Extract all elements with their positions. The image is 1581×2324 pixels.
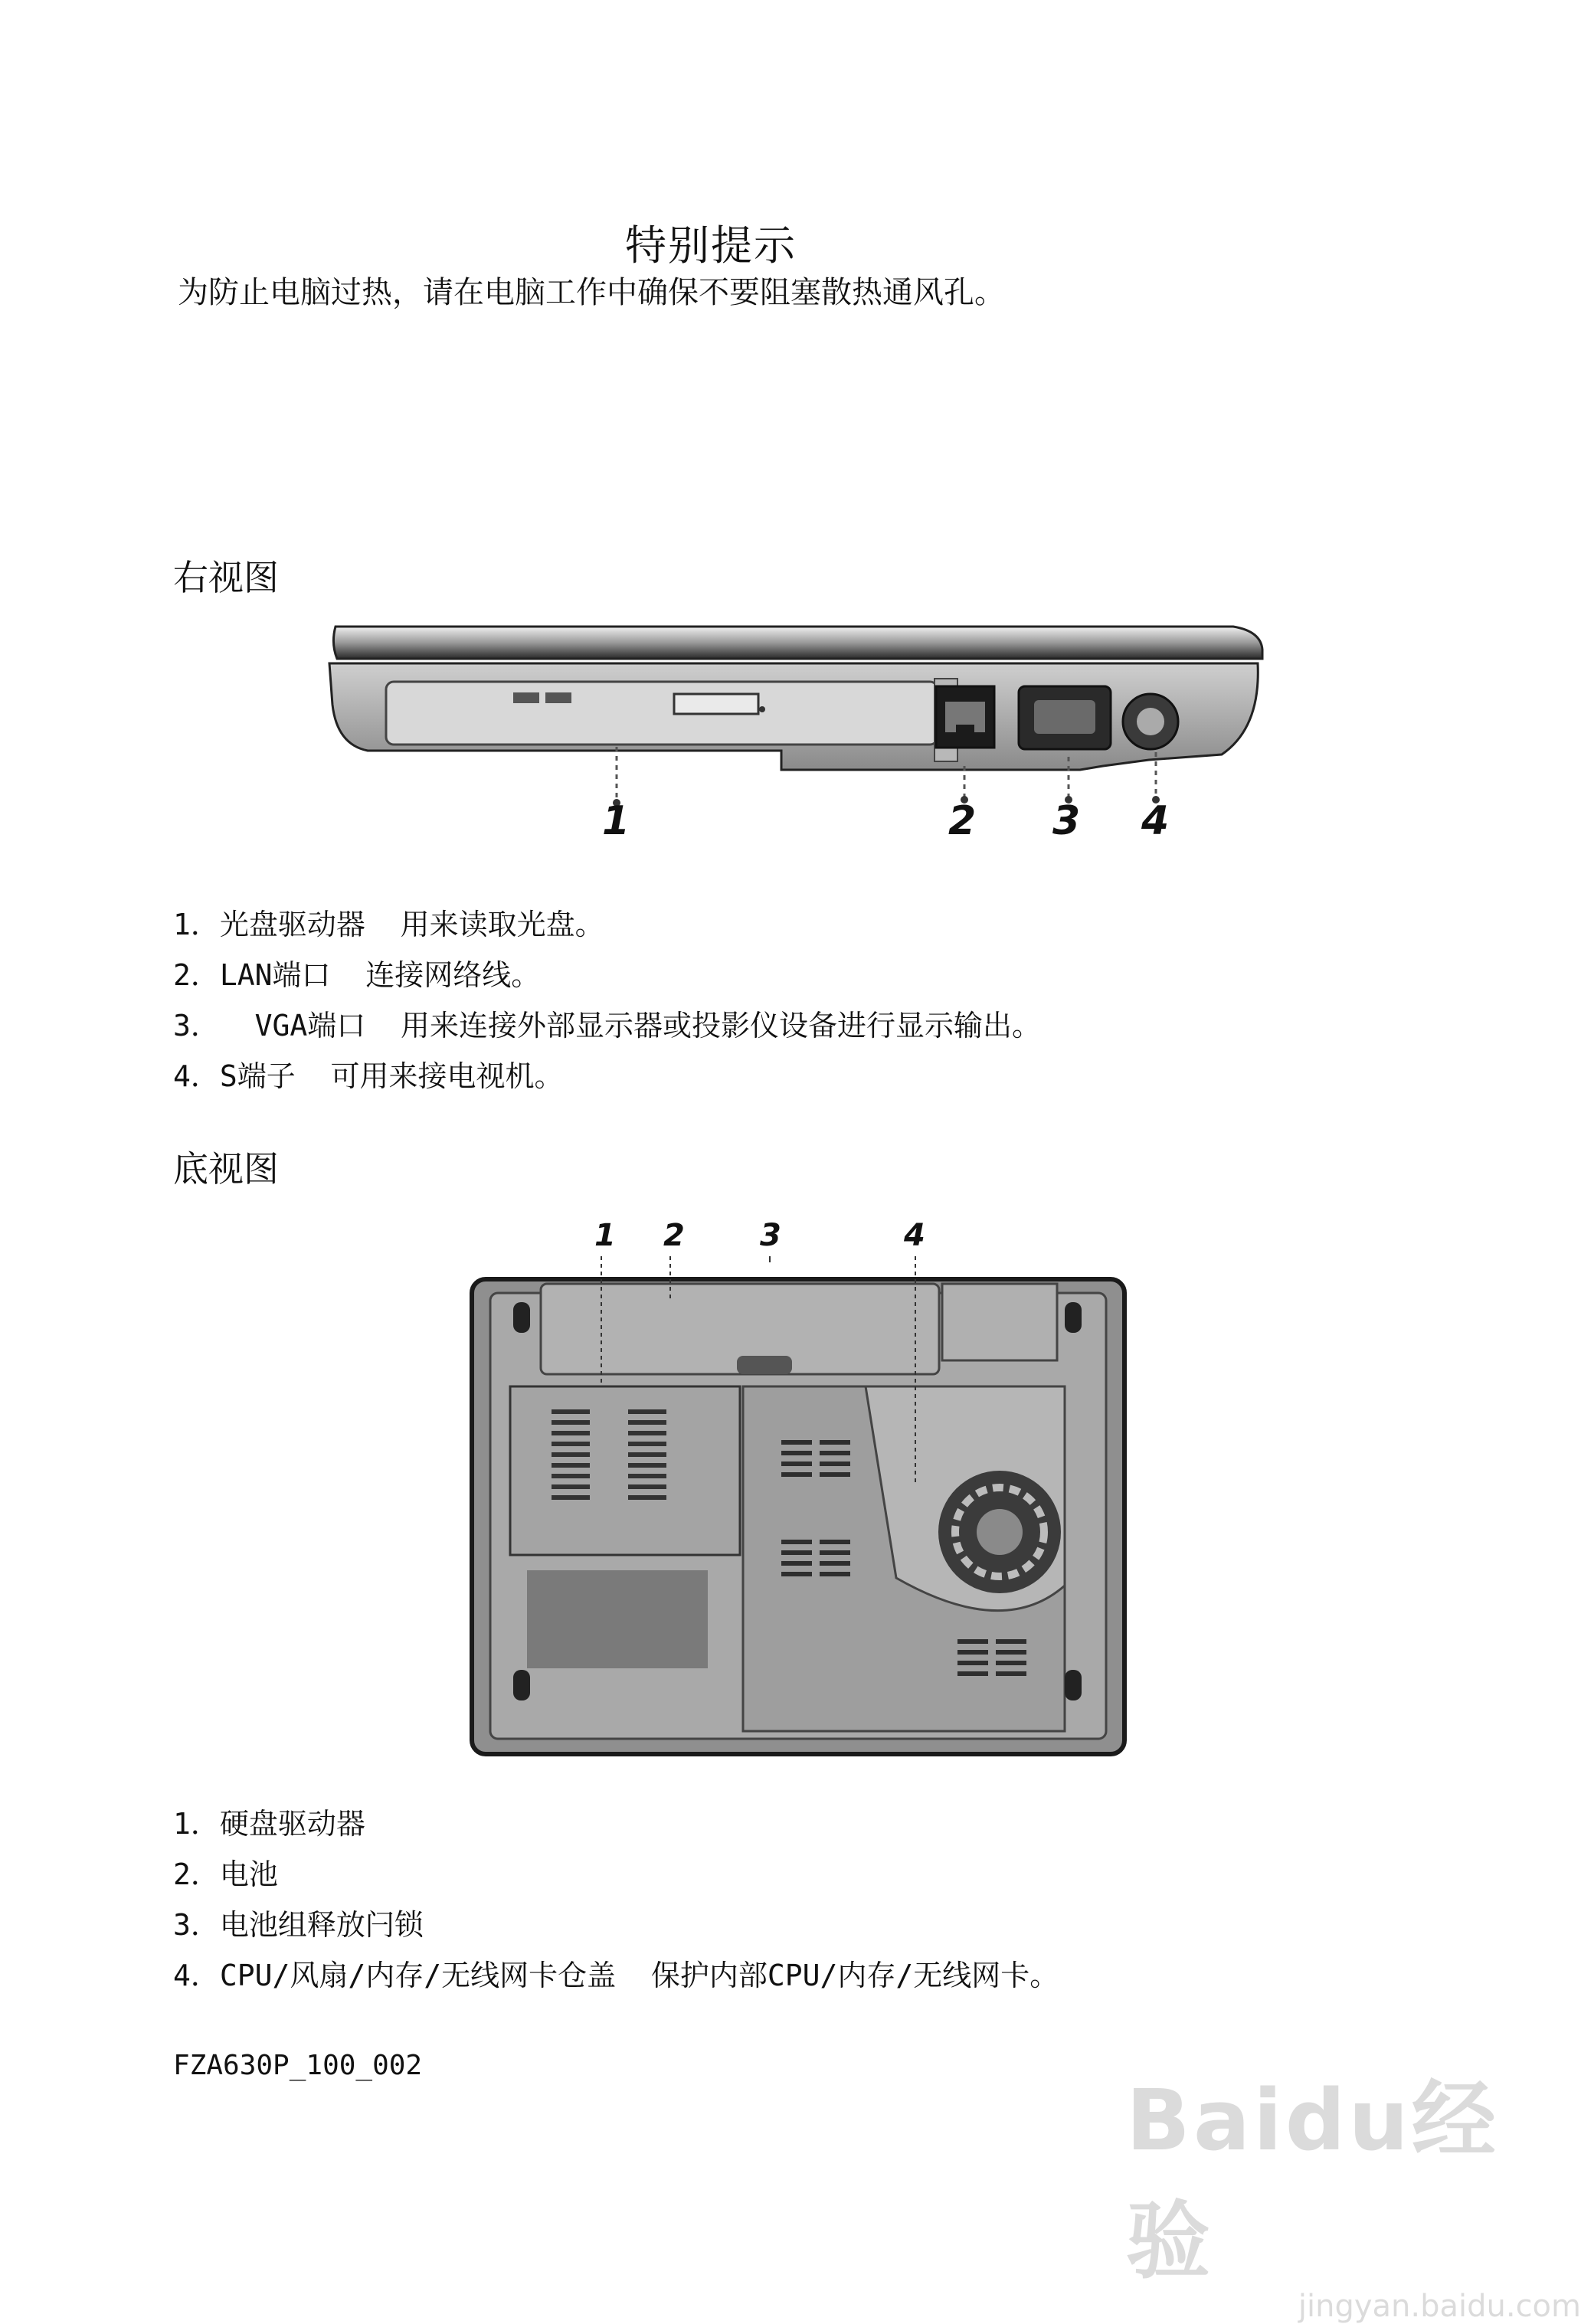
bottom-callout-2: 2 bbox=[663, 1218, 685, 1253]
right-view-heading: 右视图 bbox=[173, 557, 279, 598]
overheat-notice: 为防止电脑过热，请在电脑工作中确保不要阻塞散热通风孔。 bbox=[178, 275, 1005, 310]
right-callout-4: 4 bbox=[1141, 798, 1170, 844]
document-code: FZA630P_100_002 bbox=[173, 2050, 423, 2081]
bottom-item-1: 1．硬盘驱动器 bbox=[173, 1807, 365, 1841]
right-callout-1: 1 bbox=[602, 798, 630, 844]
bottom-item-2: 2．电池 bbox=[173, 1858, 278, 1891]
right-item-2: 2．LAN端口 连接网络线。 bbox=[173, 958, 541, 992]
bottom-view-heading: 底视图 bbox=[173, 1148, 279, 1190]
right-item-1: 1．光盘驱动器 用来读取光盘。 bbox=[173, 908, 604, 941]
right-item-4: 4．S端子 可用来接电视机。 bbox=[173, 1059, 564, 1093]
page-title: 特别提示 bbox=[625, 221, 797, 270]
bottom-callout-4: 4 bbox=[904, 1218, 925, 1253]
right-item-3: 3． VGA端口 用来连接外部显示器或投影仪设备进行显示输出。 bbox=[173, 1009, 1042, 1043]
baidu-watermark bbox=[1126, 2053, 1581, 2324]
bottom-item-4: 4．CPU/风扇/内存/无线网卡仓盖 保护内部CPU/内存/无线网卡。 bbox=[173, 1959, 1059, 1992]
watermark-site: jingyan.baidu.com bbox=[1298, 2289, 1581, 2324]
bottom-callout-3: 3 bbox=[760, 1218, 781, 1253]
baidu-logo: Baidu经验 bbox=[1126, 2071, 1499, 2290]
bottom-item-3: 3．电池组释放闩锁 bbox=[173, 1908, 424, 1942]
right-callout-3: 3 bbox=[1052, 798, 1081, 844]
bottom-callout-1: 1 bbox=[594, 1218, 616, 1253]
right-callout-2: 2 bbox=[948, 798, 977, 844]
laptop-bottom-image bbox=[467, 1256, 1134, 1762]
laptop-right-side-image bbox=[322, 613, 1272, 850]
